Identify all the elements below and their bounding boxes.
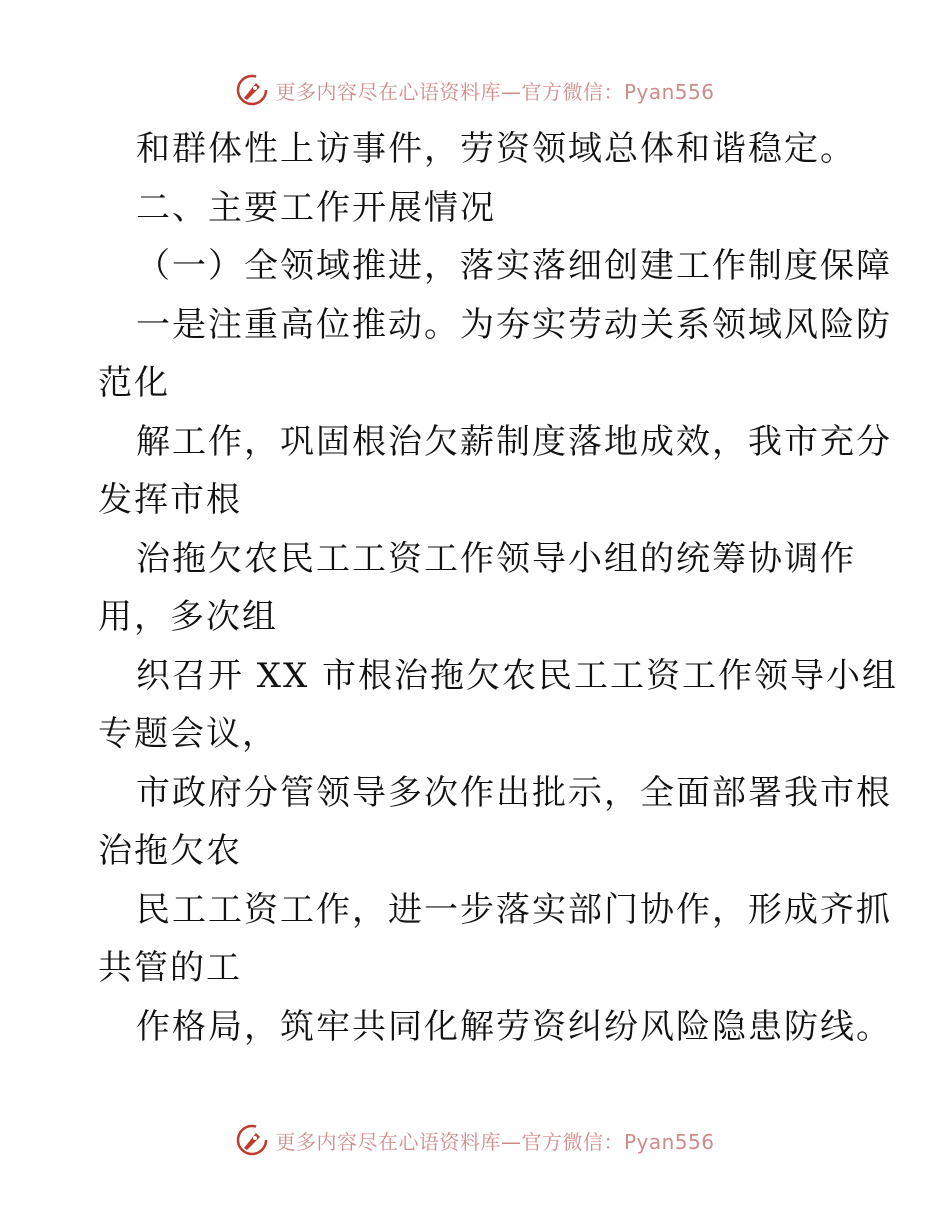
document-line: 解工作，巩固根治欠薪制度落地成效，我市充分 (136, 421, 892, 462)
subsection-heading: （一）全领域推进，落实落细创建工作制度保障 (136, 246, 892, 286)
header-watermark-text: 更多内容尽在心语资料库—官方微信：Pyan556 (275, 79, 715, 104)
document-line: 治拖欠农 (98, 831, 242, 871)
document-line: 作格局，筑牢共同化解劳资纠纷风险隐患防线。 (136, 1006, 892, 1047)
document-body (98, 120, 899, 1056)
footer-watermark (0, 1120, 950, 1160)
document-line: 专题会议， (98, 714, 278, 754)
document-line: 织召开 XX 市根治拖欠农民工工资工作领导小组 (136, 655, 899, 696)
pen-nib-logo-icon (235, 73, 269, 107)
document-line: 范化 (98, 363, 170, 403)
section-heading: 二、主要工作开展情况 (136, 187, 496, 228)
pen-nib-logo-icon (235, 1123, 269, 1157)
footer-watermark-text: 更多内容尽在心语资料库—官方微信：Pyan556 (275, 1129, 715, 1154)
document-line: 市政府分管领导多次作出批示，全面部署我市根 (136, 772, 892, 813)
document-line: 治拖欠农民工工资工作领导小组的统筹协调作 (136, 538, 856, 579)
document-line: 用，多次组 (98, 597, 278, 637)
document-line: 一是注重高位推动。为夯实劳动关系领域风险防 (136, 304, 892, 345)
document-line: 发挥市根 (98, 480, 242, 520)
document-line: 民工工资工作，进一步落实部门协作，形成齐抓 (136, 889, 892, 930)
document-line: 共管的工 (98, 948, 242, 988)
header-watermark (0, 70, 950, 110)
document-line: 和群体性上访事件，劳资领域总体和谐稳定。 (136, 129, 856, 169)
